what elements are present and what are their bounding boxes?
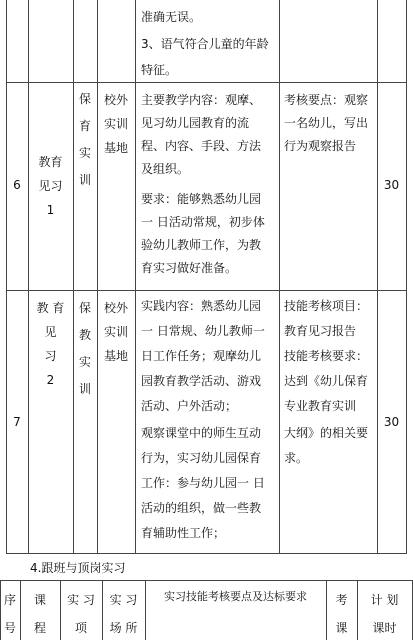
header-standard: 实习技能考核要点及达标要求 (164, 590, 307, 603)
row-number: 7 (13, 415, 21, 429)
course-name: 教育 见习 1 (38, 155, 63, 217)
planned-hours: 30 (383, 415, 400, 429)
header-item: 实 习 项 (67, 593, 95, 635)
section-heading: 4.跟班与顶岗实习 (30, 561, 126, 575)
training-item: 保 教 实 训 (78, 301, 91, 396)
content-line: 特征。 (141, 63, 178, 77)
content-line: 3、语气符合儿童的年龄 (141, 37, 269, 51)
header-course: 课 程 (33, 593, 46, 635)
row-number: 6 (13, 178, 21, 192)
training-place: 校外 实训 基地 (103, 93, 128, 155)
header-place: 实 习 场 所 (109, 593, 138, 635)
header-hours: 计 划 课时 (370, 593, 399, 635)
training-place: 校外 实训 基地 (103, 301, 128, 363)
content-line: 准确无误。 (141, 10, 202, 24)
training-item: 保 育 实 训 (78, 92, 91, 187)
planned-hours: 30 (383, 178, 400, 192)
course-name: 教 育 见 习 2 (36, 301, 65, 387)
header-assessment: 考 课 (335, 593, 348, 635)
header-no: 序 号 (3, 593, 16, 635)
